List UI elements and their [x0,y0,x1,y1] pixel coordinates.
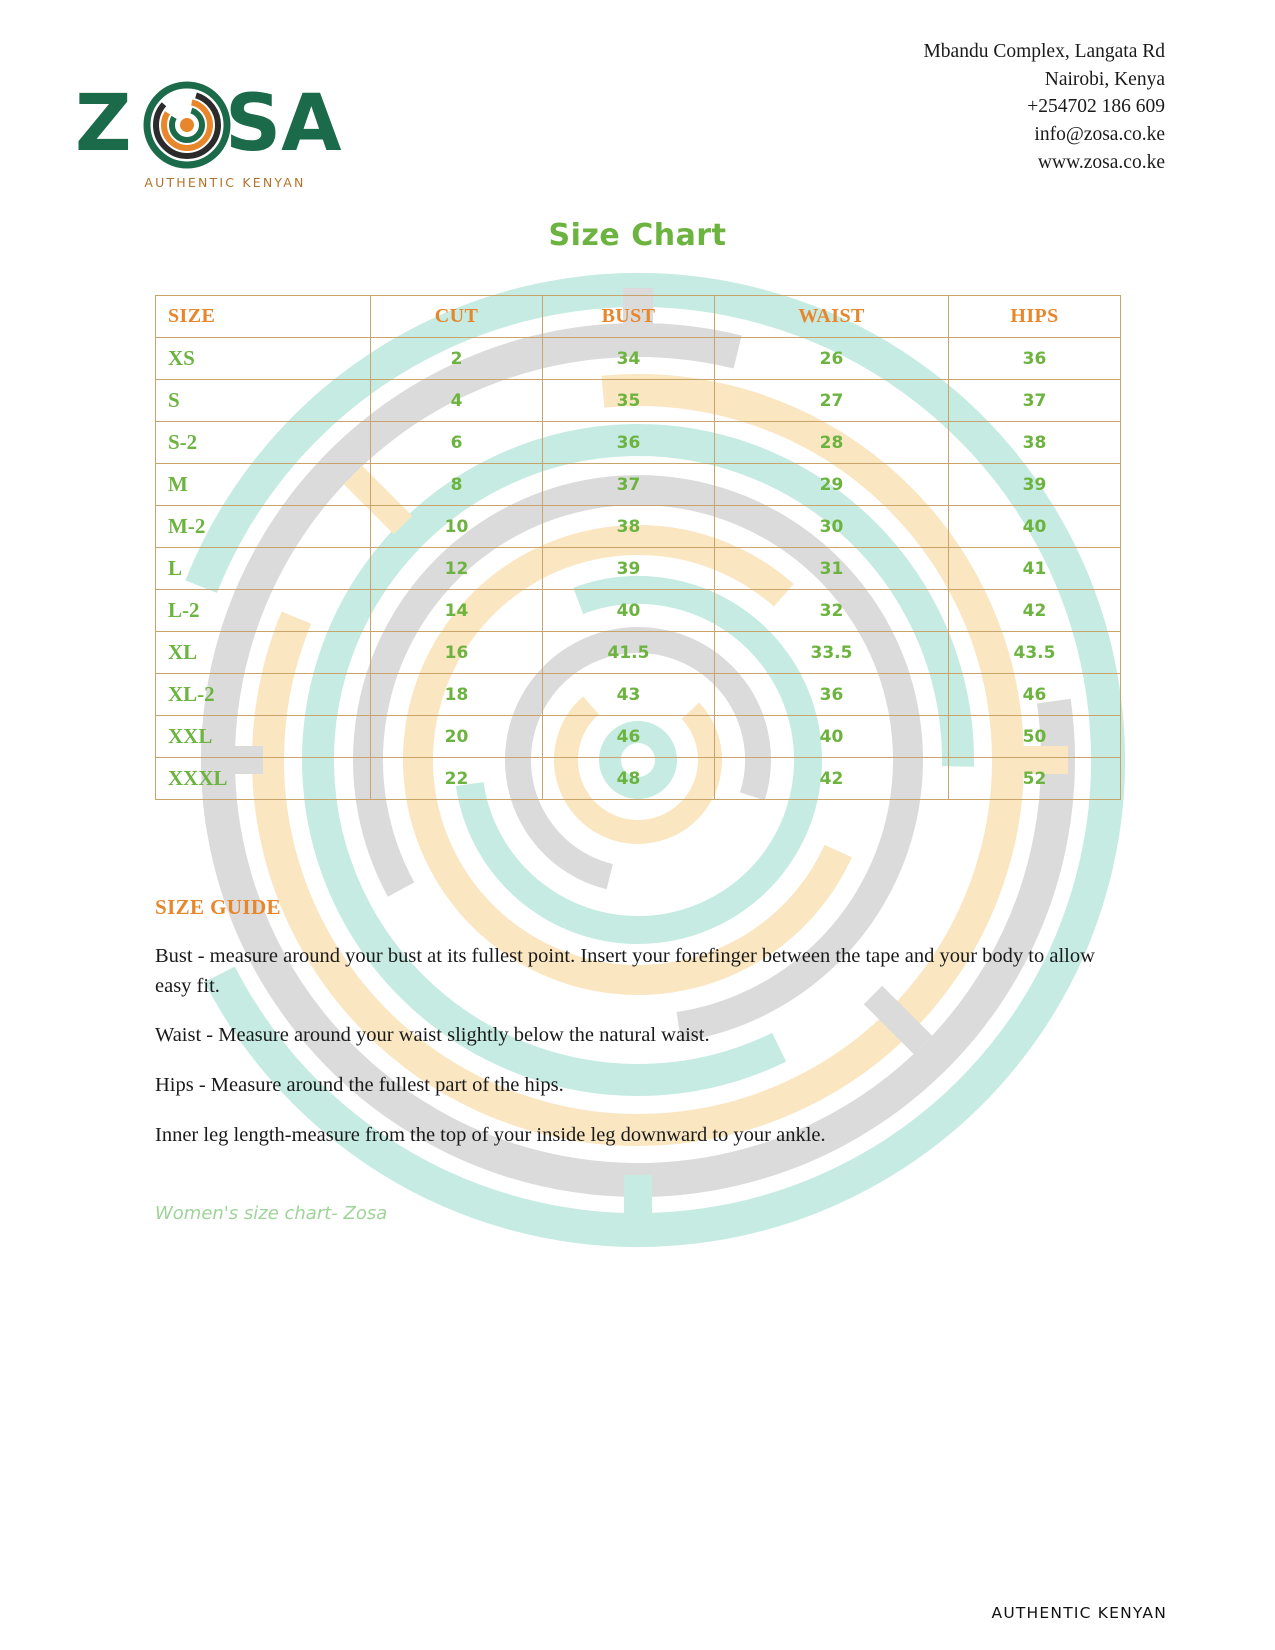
column-header-waist: WAIST [715,296,949,338]
cell-bust: 46 [543,716,715,758]
logo-tagline: AUTHENTIC KENYAN [144,175,306,190]
cell-cut: 2 [371,338,543,380]
table-row [156,422,1121,464]
cell-hips: 37 [949,380,1121,422]
size-chart-table [155,295,1121,800]
cell-size: L [156,548,371,590]
cell-cut: 22 [371,758,543,800]
table-row [156,338,1121,380]
cell-waist: 30 [715,506,949,548]
cell-hips: 42 [949,590,1121,632]
cell-bust: 35 [543,380,715,422]
contact-email: info@zosa.co.ke [1034,124,1165,146]
cell-cut: 14 [371,590,543,632]
cell-waist: 40 [715,716,949,758]
guide-hips-text: Hips - Measure around the fullest part of the hips. [155,1074,564,1097]
guide-waist-text: Waist - Measure around your waist slightly below the natural waist. [155,1024,710,1047]
cell-hips: 39 [949,464,1121,506]
cell-waist: 31 [715,548,949,590]
cell-waist: 32 [715,590,949,632]
cell-bust: 38 [543,506,715,548]
table-header-row [156,296,1121,338]
column-header-size: SIZE [156,296,371,338]
table-row [156,716,1121,758]
cell-size: XXXL [156,758,371,800]
zosa-logo-icon [75,78,385,173]
table-row [156,674,1121,716]
cell-cut: 10 [371,506,543,548]
cell-waist: 42 [715,758,949,800]
cell-bust: 43 [543,674,715,716]
brand-logo [75,38,405,190]
cell-cut: 12 [371,548,543,590]
chart-caption: Women's size chart- Zosa [155,1202,388,1224]
cell-size: XL-2 [156,674,371,716]
cell-bust: 37 [543,464,715,506]
cell-size: L-2 [156,590,371,632]
cell-size: XS [156,338,371,380]
cell-size: XL [156,632,371,674]
cell-bust: 41.5 [543,632,715,674]
cell-bust: 34 [543,338,715,380]
cell-hips: 46 [949,674,1121,716]
cell-cut: 4 [371,380,543,422]
column-header-cut: CUT [371,296,543,338]
table-row [156,632,1121,674]
cell-hips: 52 [949,758,1121,800]
contact-website: www.zosa.co.ke [1037,151,1165,173]
table-row [156,758,1121,800]
cell-size: M-2 [156,506,371,548]
cell-hips: 40 [949,506,1121,548]
table-row [156,506,1121,548]
cell-waist: 28 [715,422,949,464]
contact-city: Nairobi, Kenya [1044,68,1165,90]
cell-cut: 16 [371,632,543,674]
cell-cut: 20 [371,716,543,758]
contact-block [923,38,1165,176]
contact-phone: +254702 186 609 [1027,96,1165,118]
svg-text:SA: SA [225,79,342,169]
svg-text:Z: Z [75,79,132,169]
cell-waist: 36 [715,674,949,716]
cell-size: S-2 [156,422,371,464]
size-guide-heading: SIZE GUIDE [155,895,281,919]
cell-hips: 38 [949,422,1121,464]
page-footer: AUTHENTIC KENYAN [991,1604,1167,1622]
column-header-bust: BUST [543,296,715,338]
size-chart-table-container [155,295,1120,800]
document-header [0,0,1275,190]
cell-cut: 18 [371,674,543,716]
table-row [156,380,1121,422]
cell-hips: 41 [949,548,1121,590]
cell-size: M [156,464,371,506]
size-guide-section [155,895,1120,1151]
table-row [156,464,1121,506]
contact-address: Mbandu Complex, Langata Rd [923,41,1165,62]
cell-hips: 43.5 [949,632,1121,674]
cell-waist: 29 [715,464,949,506]
column-header-hips: HIPS [949,296,1121,338]
table-row [156,548,1121,590]
cell-bust: 36 [543,422,715,464]
cell-size: XXL [156,716,371,758]
cell-bust: 48 [543,758,715,800]
cell-waist: 33.5 [715,632,949,674]
guide-inseam-text: Inner leg length-measure from the top of your inside leg downward to your ankle. [155,1123,826,1146]
table-row [156,590,1121,632]
cell-waist: 26 [715,338,949,380]
cell-bust: 40 [543,590,715,632]
guide-bust-text: Bust - measure around your bust at its fullest point. Insert your forefinger between the tape and your body to allow easy fit. [155,945,1095,997]
cell-size: S [156,380,371,422]
cell-hips: 36 [949,338,1121,380]
cell-waist: 27 [715,380,949,422]
cell-cut: 8 [371,464,543,506]
cell-cut: 6 [371,422,543,464]
page-title: Size Chart [548,218,727,253]
cell-hips: 50 [949,716,1121,758]
cell-bust: 39 [543,548,715,590]
